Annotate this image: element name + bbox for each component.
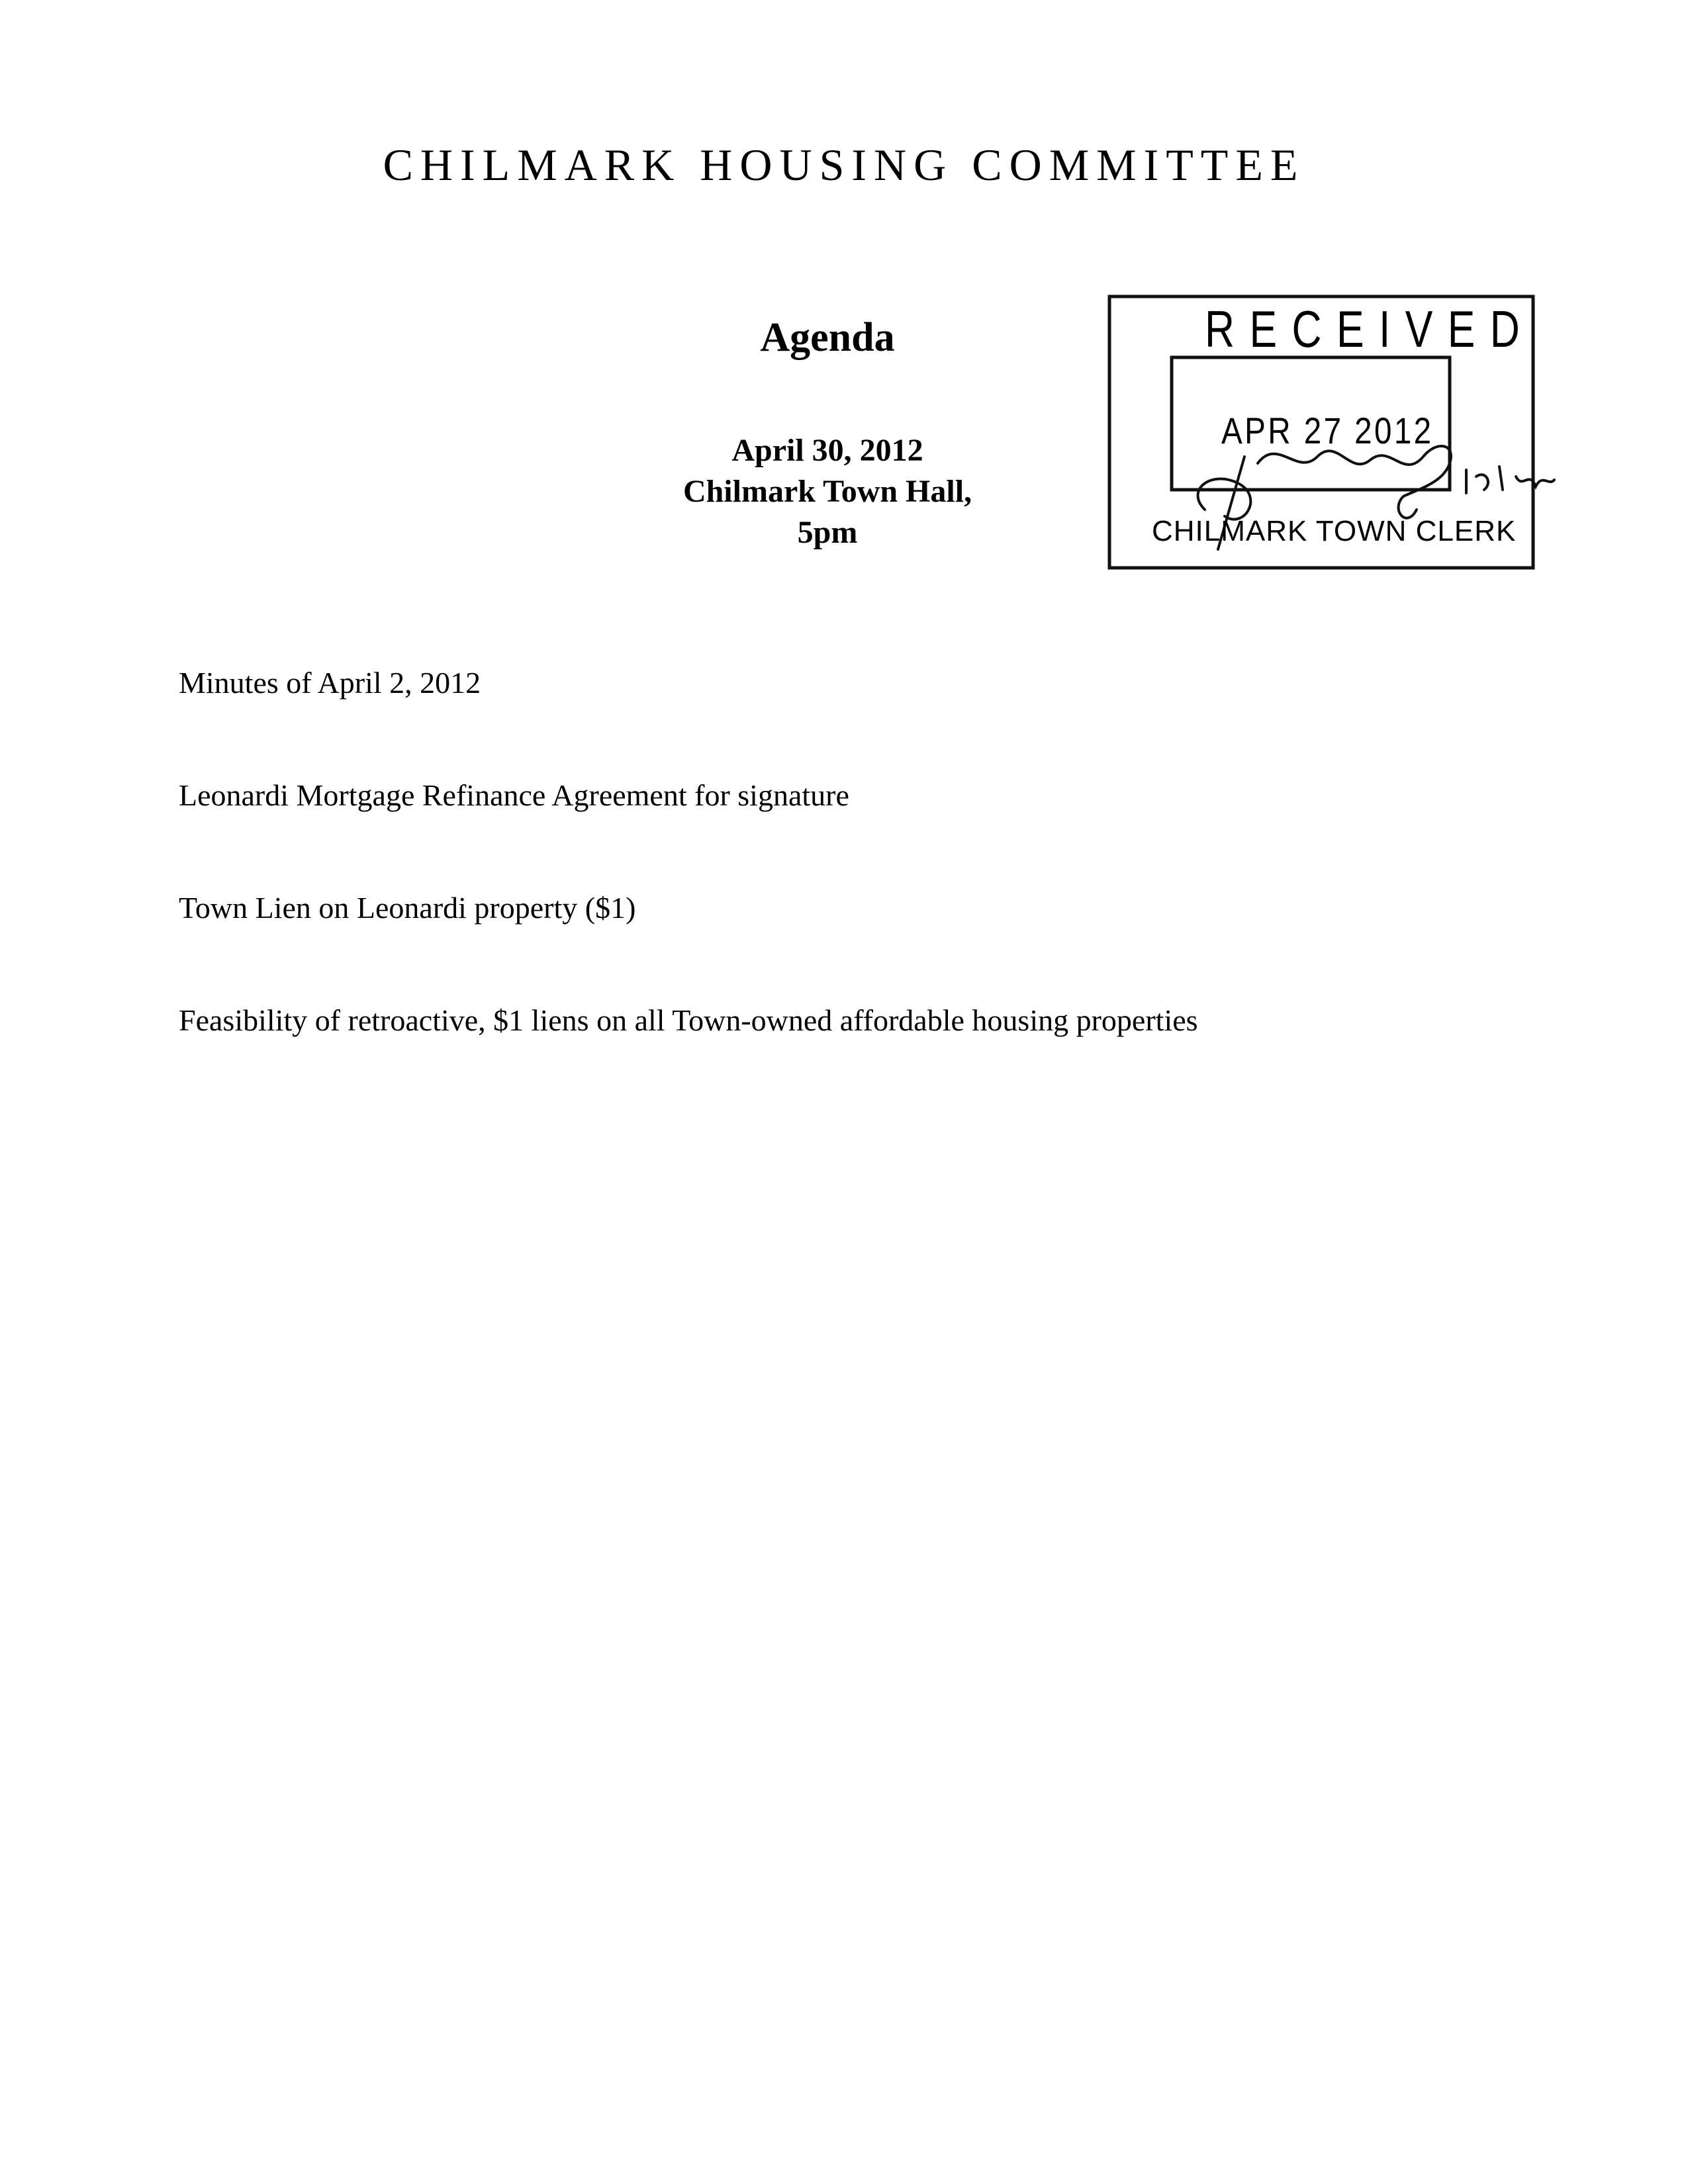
stamp-office: CHILMARK TOWN CLERK bbox=[1152, 515, 1517, 547]
time-annotation-scribble bbox=[1466, 467, 1554, 493]
stamp-date: APR 27 2012 bbox=[1221, 410, 1434, 451]
agenda-heading: Agenda bbox=[760, 315, 895, 360]
meeting-date: April 30, 2012 bbox=[731, 433, 923, 468]
agenda-item: Leonardi Mortgage Refinance Agreement for signature bbox=[179, 778, 849, 812]
agenda-item: Feasibility of retroactive, $1 liens on all Town-owned affordable housing properties bbox=[179, 1003, 1198, 1037]
agenda-item: Town Lien on Leonardi property ($1) bbox=[179, 891, 636, 925]
received-stamp bbox=[1105, 291, 1556, 576]
meeting-time: 5pm bbox=[797, 515, 858, 550]
meeting-location: Chilmark Town Hall, bbox=[682, 474, 972, 509]
stamp-received-label: RECEIVED bbox=[1205, 300, 1535, 358]
committee-title: CHILMARK HOUSING COMMITTEE bbox=[383, 140, 1305, 190]
agenda-item: Minutes of April 2, 2012 bbox=[179, 666, 481, 700]
